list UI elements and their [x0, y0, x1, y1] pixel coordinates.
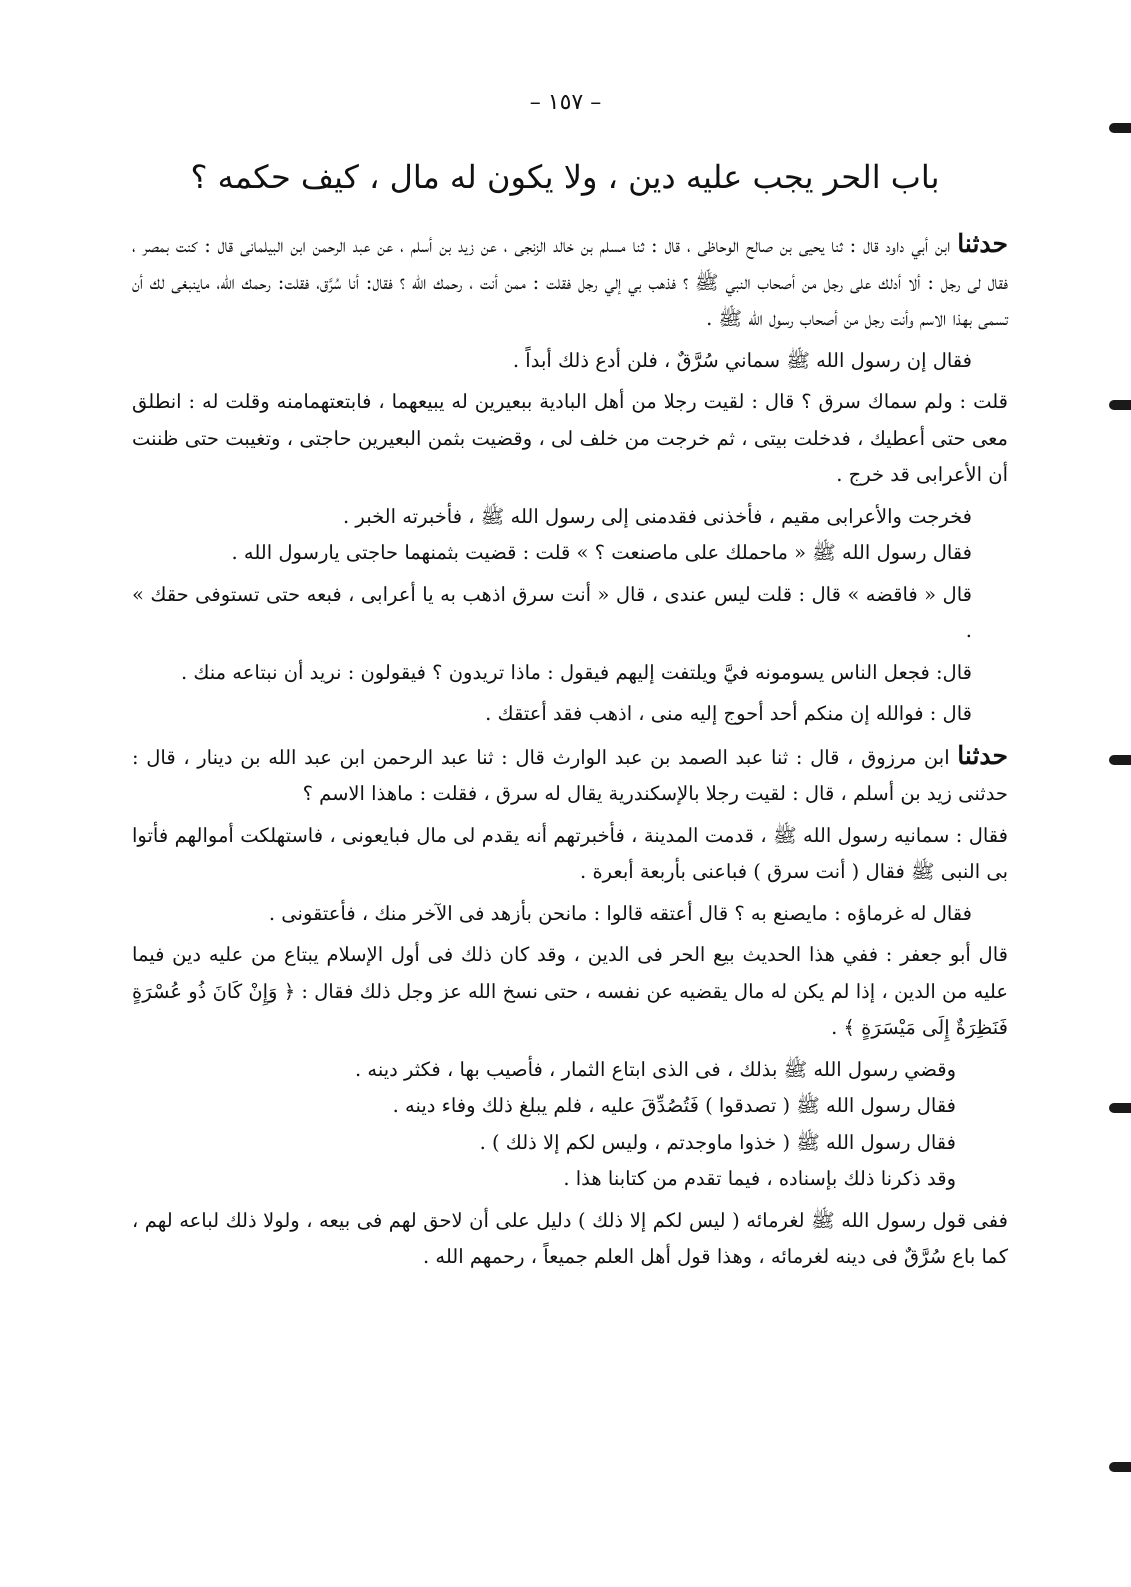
- hadith-lead-word: حدثنا: [957, 229, 1008, 258]
- paragraph: قال « فاقضه » قال : قلت ليس عندى ، قال « أنت سرق اذهب به يا أعرابى ، فبعه حتى تستوفى حقك » .: [132, 582, 972, 642]
- paragraph: فقال رسول الله ﷺ ( خذوا ماوجدتم ، وليس لكم إلا ذلك ) .: [479, 1130, 956, 1154]
- margin-mark: [1109, 1103, 1131, 1113]
- paragraph: وقضي رسول الله ﷺ بذلك ، فى الذى ابتاع الثمار ، فأصيب بها ، فكثر دينه .: [354, 1057, 956, 1081]
- paragraph-text: ابن مرزوق ، قال : ثنا عبد الصمد بن عبد الوارث قال : ثنا عبد الرحمن ابن عبد الله بن دينار ، قال : حدثنى زيد بن أسلم ، قال : لقيت رجلا بالإسكندرية يقال له سرق ، فقلت : ماهذا الاسم ؟: [132, 745, 1008, 805]
- paragraph: قال أبو جعفر : ففي هذا الحديث بيع الحر فى الدين ، وقد كان ذلك فى أول الإسلام يبتاع من عليه دين فيما عليه من الدين ، إذا لم يكن له مال يقضيه عن نفسه ، حتى نسخ الله عز وجل ذلك فقال : ﴿ وَإِنْ كَانَ ذُو عُسْرَةٍ فَنَظِرَةٌ إِلَى مَيْسَرَةٍ ﴾ .: [132, 943, 1008, 1039]
- hadith-lead-word: حدثنا: [957, 740, 1008, 770]
- paragraph: فخرجت والأعرابى مقيم ، فأخذنى فقدمنى إلى رسول الله ﷺ ، فأخبرته الخبر .: [343, 504, 972, 528]
- paragraph: فقال : سمانيه رسول الله ﷺ ، قدمت المدينة ، فأخبرتهم أنه يقدم لى مال فبايعونى ، فاستهلكت أموالهم فأتوا بى النبى ﷺ فقال ( أنت سرق ) فباعنى بأربعة أبعرة .: [132, 823, 1008, 883]
- paragraph-text: ابن أبي داود قال : ثنا يحيى بن صالح الوحاظى ، قال : ثنا مسلم بن خالد الزنجى ، عن زيد بن أسلم ، عن عبد الرحمن ابن البيلمانى قال : كنت بمصر ، فقال لى رجل : ألا أدلك على رجل من أصحاب النبي ﷺ ؟ فذهب بي إلي رجل فقلت : ممن أنت ، رحمك الله ؟ فقال: أنا سُرَّق، فقلت: رحمك الله، ماينبغى لك أن تسمى بهذا الاسم وأنت رجل من أصحاب رسول الله ﷺ .: [132, 234, 1008, 330]
- margin-mark: [1109, 755, 1131, 765]
- paragraph: فقال إن رسول الله ﷺ سماني سُرَّقٌ ، فلن أدع ذلك أبداً .: [512, 348, 972, 372]
- paragraph: قال: فجعل الناس يسومونه فيَّ ويلتفت إليهم فيقول : ماذا تريدون ؟ فيقولون : نريد أن نبتاعه منك .: [180, 660, 972, 684]
- paragraph: فقال له غرماؤه : مايصنع به ؟ قال أعتقه قالوا : مانحن بأزهد فى الآخر منك ، فأعتقونى .: [268, 901, 972, 925]
- page-number: – ١٥٧ –: [529, 90, 602, 115]
- paragraph: قال : فوالله إن منكم أحد أحوج إليه منى ، اذهب فقد أعتقك .: [485, 702, 972, 725]
- paragraph: فقال رسول الله ﷺ ( تصدقوا ) فَتُصُدِّقَ عليه ، فلم يبلغ ذلك وفاء دينه .: [392, 1094, 956, 1117]
- paragraph: ففى قول رسول الله ﷺ لغرمائه ( ليس لكم إلا ذلك ) دليل على أن لاحق لهم فى بيعه ، ولولا ذلك لباعه لهم ، كما باع سُرَّقٌ فى دينه لغرمائه ، وهذا قول أهل العلم جميعاً ، رحمهم الله .: [132, 1208, 1008, 1268]
- margin-mark: [1109, 1462, 1131, 1472]
- paragraph: وقد ذكرنا ذلك بإسناده ، فيما تقدم من كتابنا هذا .: [563, 1167, 956, 1190]
- paragraph-hadith-2: [132, 738, 1008, 813]
- paragraph: قلت : ولم سماك سرق ؟ قال : لقيت رجلا من أهل البادية ببعيرين له يبيعهما ، فابتعتهمامنه وقلت له : انطلق معى حتى أعطيك ، فدخلت بيتى ، ثم خرجت من خلف لى ، وقضيت بثمن البعيرين حاجتى ، وتغيبت حتى ظننت أن الأعرابى قد خرج .: [132, 390, 1008, 486]
- paragraph-hadith-1: [132, 226, 1008, 338]
- chapter-title: باب الحر يجب عليه دين ، ولا يكون له مال ، كيف حكمه ؟: [190, 158, 940, 196]
- margin-mark: [1109, 400, 1131, 410]
- margin-mark: [1109, 123, 1131, 133]
- paragraph: فقال رسول الله ﷺ « ماحملك على ماصنعت ؟ » قلت : قضيت بثمنهما حاجتى يارسول الله .: [231, 541, 972, 564]
- page-body: [132, 226, 1008, 1281]
